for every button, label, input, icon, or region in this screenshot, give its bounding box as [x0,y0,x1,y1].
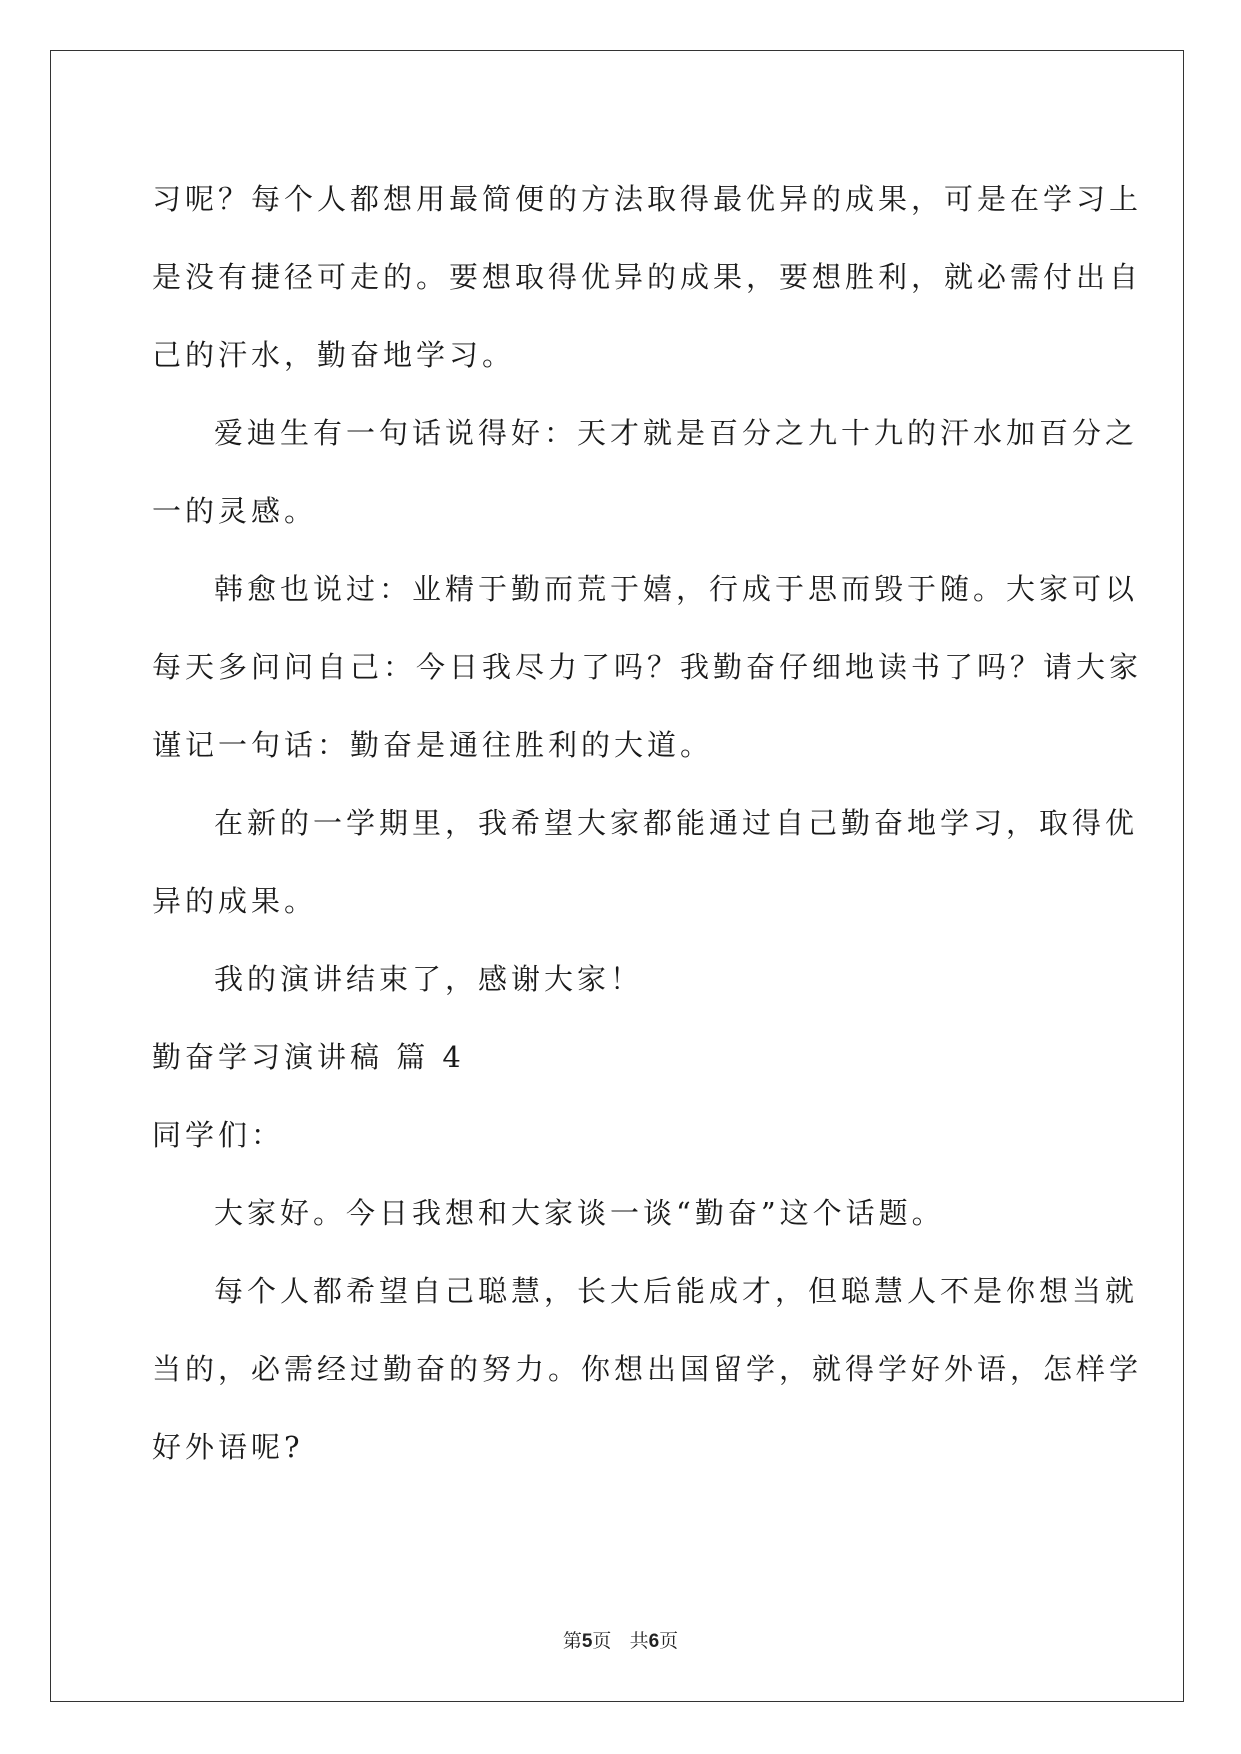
section-heading: 勤奋学习演讲稿 篇 4 [152,1040,465,1074]
text-line-11: 我的演讲结束了，感谢大家！ [214,962,644,996]
page-footer [0,1626,1241,1653]
text-line-10: 异的成果。 [152,884,318,918]
text-line-2: 是没有捷径可走的。要想取得优异的成果，要想胜利，就必需付出自 [152,260,1143,294]
page-suffix: 页 [592,1630,612,1652]
text-line-16: 当的，必需经过勤奋的努力。你想出国留学，就得学好外语，怎样学 [152,1352,1143,1386]
text-line-1: 习呢？每个人都想用最简便的方法取得最优异的成果，可是在学习上 [152,182,1143,216]
document-body [152,160,1143,1486]
total-prefix: 共 [629,1630,649,1652]
text-line-8: 谨记一句话：勤奋是通往胜利的大道。 [152,728,714,762]
salutation: 同学们： [152,1118,285,1152]
text-line-6: 韩愈也说过：业精于勤而荒于嬉，行成于思而毁于随。大家可以 [214,572,1139,606]
text-line-9: 在新的一学期里，我希望大家都能通过自己勤奋地学习，取得优 [214,806,1139,840]
text-line-3: 己的汗水，勤奋地学习。 [152,338,516,372]
text-line-5: 一的灵感。 [152,494,318,528]
text-line-15: 每个人都希望自己聪慧，长大后能成才，但聪慧人不是你想当就 [214,1274,1139,1308]
page-prefix: 第 [562,1630,582,1652]
text-line-17: 好外语呢? [152,1430,304,1464]
total-suffix: 页 [659,1630,679,1652]
text-line-14: 大家好。今日我想和大家谈一谈“勤奋”这个话题。 [214,1196,945,1230]
text-line-4: 爱迪生有一句话说得好：天才就是百分之九十九的汗水加百分之 [214,416,1139,450]
text-line-7: 每天多问问自己：今日我尽力了吗？我勤奋仔细地读书了吗？请大家 [152,650,1143,684]
current-page-number: 5 [581,1631,593,1652]
total-page-number: 6 [648,1631,660,1652]
